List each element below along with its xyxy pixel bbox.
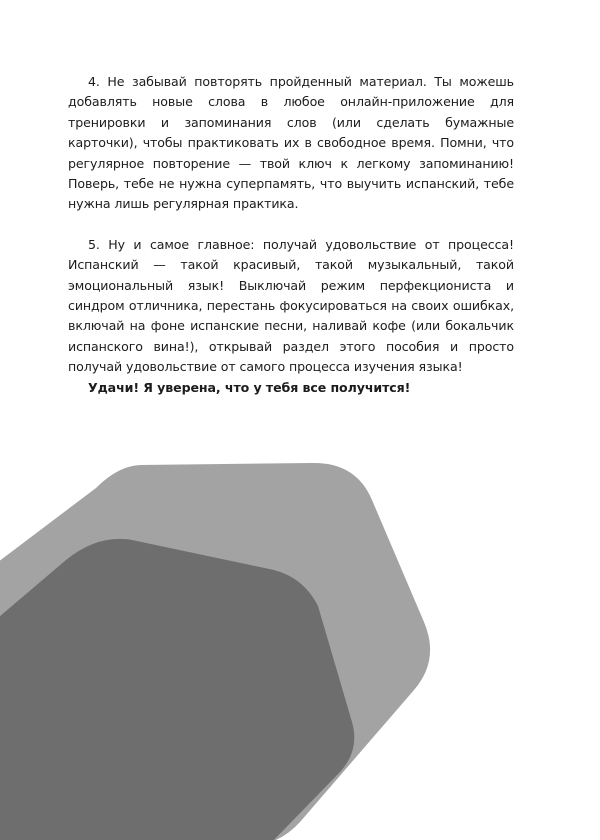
text-body [68, 72, 514, 398]
paragraph-tip-5: 5. Ну и самое главное: получай удовольствие от процесса! Испанский — такой красивый, такой музыкальный, такой эмоциональный язык! Выключай режим перфекциониста и синдром отличника, перестань фокусироваться на своих ошибках, включай на фоне испанские песни, наливай кофе (или бокальчик испанского вина!), открывай раздел этого пособия и просто получай удовольствие от самого процесса изучения языка! [68, 236, 514, 375]
dark-hexagon-shape [0, 539, 354, 840]
paragraph-tip-4: 4. Не забывай повторять пройденный материал. Ты можешь добавлять новые слова в любое онлайн-приложение для тренировки и запоминания слов (или сделать бумажные карточки), чтобы практиковать их в свободное время. Помни, что регулярное повторение — твой ключ к легкому запоминанию! Поверь, тебе не нужна суперпамять, что выучить испанский, тебе нужна лишь регулярная практика. [68, 74, 514, 212]
closing-wish: Удачи! Я уверена, что у тебя все получится! [88, 380, 411, 395]
